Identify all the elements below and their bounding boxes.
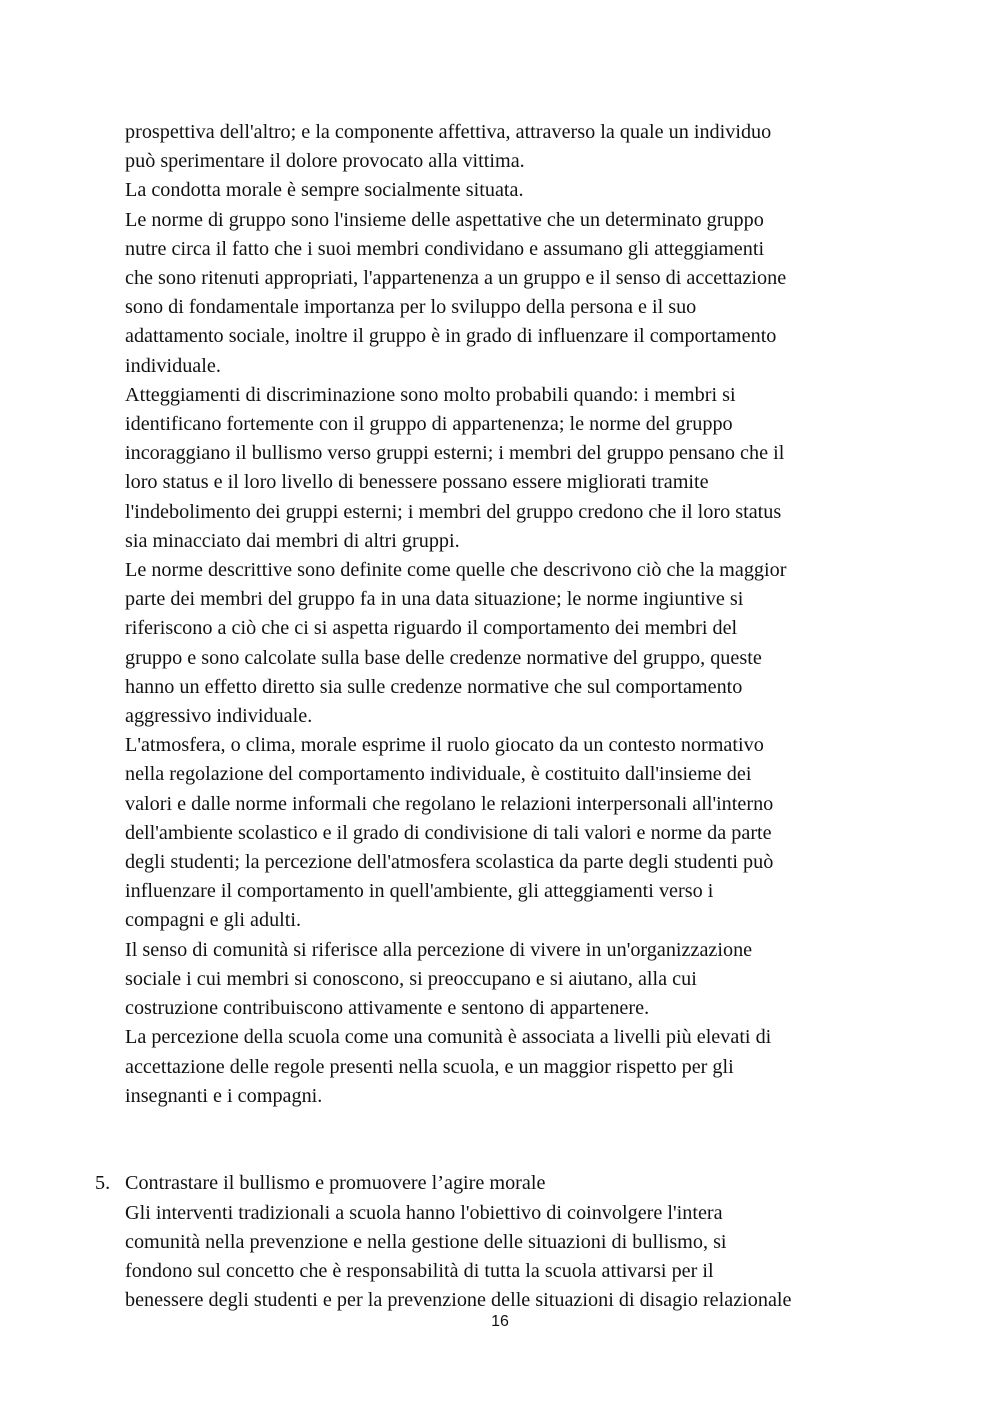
text-line: compagni e gli adulti. [125,909,302,932]
text-line: sia minacciato dai membri di altri gruppi. [125,529,460,552]
text-line: individuale. [125,354,221,377]
text-line: accettazione delle regole presenti nella scuola, e un maggior rispetto per gli [125,1055,734,1078]
text-line: adattamento sociale, inoltre il gruppo è in grado di influenzare il comportamento [125,325,777,348]
body-text [95,118,915,1315]
text-line: valori e dalle norme informali che regolano le relazioni interpersonali all'interno [125,792,774,815]
text-line: aggressivo individuale. [125,705,313,728]
text-line: comunità nella prevenzione e nella gestione delle situazioni di bullismo, si [125,1230,727,1253]
section-5 [95,1169,915,1315]
text-line: costruzione contribuiscono attivamente e sentono di appartenere. [125,997,650,1020]
section-number: 5. [95,1172,111,1195]
text-line: identificano fortemente con il gruppo di appartenenza; le norme del gruppo [125,413,733,436]
text-line: La condotta morale è sempre socialmente situata. [125,179,524,202]
text-line: influenzare il comportamento in quell'ambiente, gli atteggiamenti verso i [125,880,714,903]
text-line: nutre circa il fatto che i suoi membri condividano e assumano gli atteggiamenti [125,237,765,260]
section-heading: Contrastare il bullismo e promuovere l’agire morale [125,1172,546,1195]
section-spacer [125,1111,915,1169]
text-line: hanno un effetto diretto sia sulle credenze normative che sul comportamento [125,675,743,698]
text-line: riferiscono a ciò che ci si aspetta riguardo il comportamento dei membri del [125,617,738,640]
text-line: Le norme di gruppo sono l'insieme delle aspettative che un determinato gruppo [125,208,764,231]
text-line: gruppo e sono calcolate sulla base delle credenze normative del gruppo, queste [125,646,762,669]
text-line: che sono ritenuti appropriati, l'appartenenza a un gruppo e il senso di accettazione [125,267,787,290]
text-line: Il senso di comunità si riferisce alla percezione di vivere in un'organizzazione [125,938,753,961]
text-line: fondono sul concetto che è responsabilità di tutta la scuola attivarsi per il [125,1259,714,1282]
text-line: incoraggiano il bullismo verso gruppi esterni; i membri del gruppo pensano che il [125,442,785,465]
text-line: benessere degli studenti e per la prevenzione delle situazioni di disagio relazionale [125,1289,792,1312]
text-line: nella regolazione del comportamento individuale, è costituito dall'insieme dei [125,763,752,786]
text-line: insegnanti e i compagni. [125,1084,323,1107]
page-number: 16 [491,1313,509,1330]
text-line: Gli interventi tradizionali a scuola hanno l'obiettivo di coinvolgere l'intera [125,1201,723,1224]
section-paragraph [125,1199,915,1316]
text-line: Le norme descrittive sono definite come quelle che descrivono ciò che la maggior [125,559,787,582]
text-line: può sperimentare il dolore provocato alla vittima. [125,150,525,173]
text-line: degli studenti; la percezione dell'atmosfera scolastica da parte degli studenti può [125,851,774,874]
text-line: sociale i cui membri si conoscono, si preoccupano e si aiutano, alla cui [125,967,697,990]
text-line: Atteggiamenti di discriminazione sono molto probabili quando: i membri si [125,383,736,406]
body-paragraphs [125,118,915,1111]
text-line: dell'ambiente scolastico e il grado di condivisione di tali valori e norme da parte [125,821,772,844]
text-line: sono di fondamentale importanza per lo sviluppo della persona e il suo [125,296,697,319]
text-line: La percezione della scuola come una comunità è associata a livelli più elevati di [125,1026,772,1049]
text-line: prospettiva dell'altro; e la componente affettiva, attraverso la quale un individuo [125,121,772,143]
text-line: l'indebolimento dei gruppi esterni; i membri del gruppo credono che il loro status [125,500,782,523]
text-line: L'atmosfera, o clima, morale esprime il ruolo giocato da un contesto normativo [125,734,764,757]
text-line: parte dei membri del gruppo fa in una data situazione; le norme ingiuntive si [125,588,744,611]
text-line: loro status e il loro livello di benessere possano essere migliorati tramite [125,471,709,494]
